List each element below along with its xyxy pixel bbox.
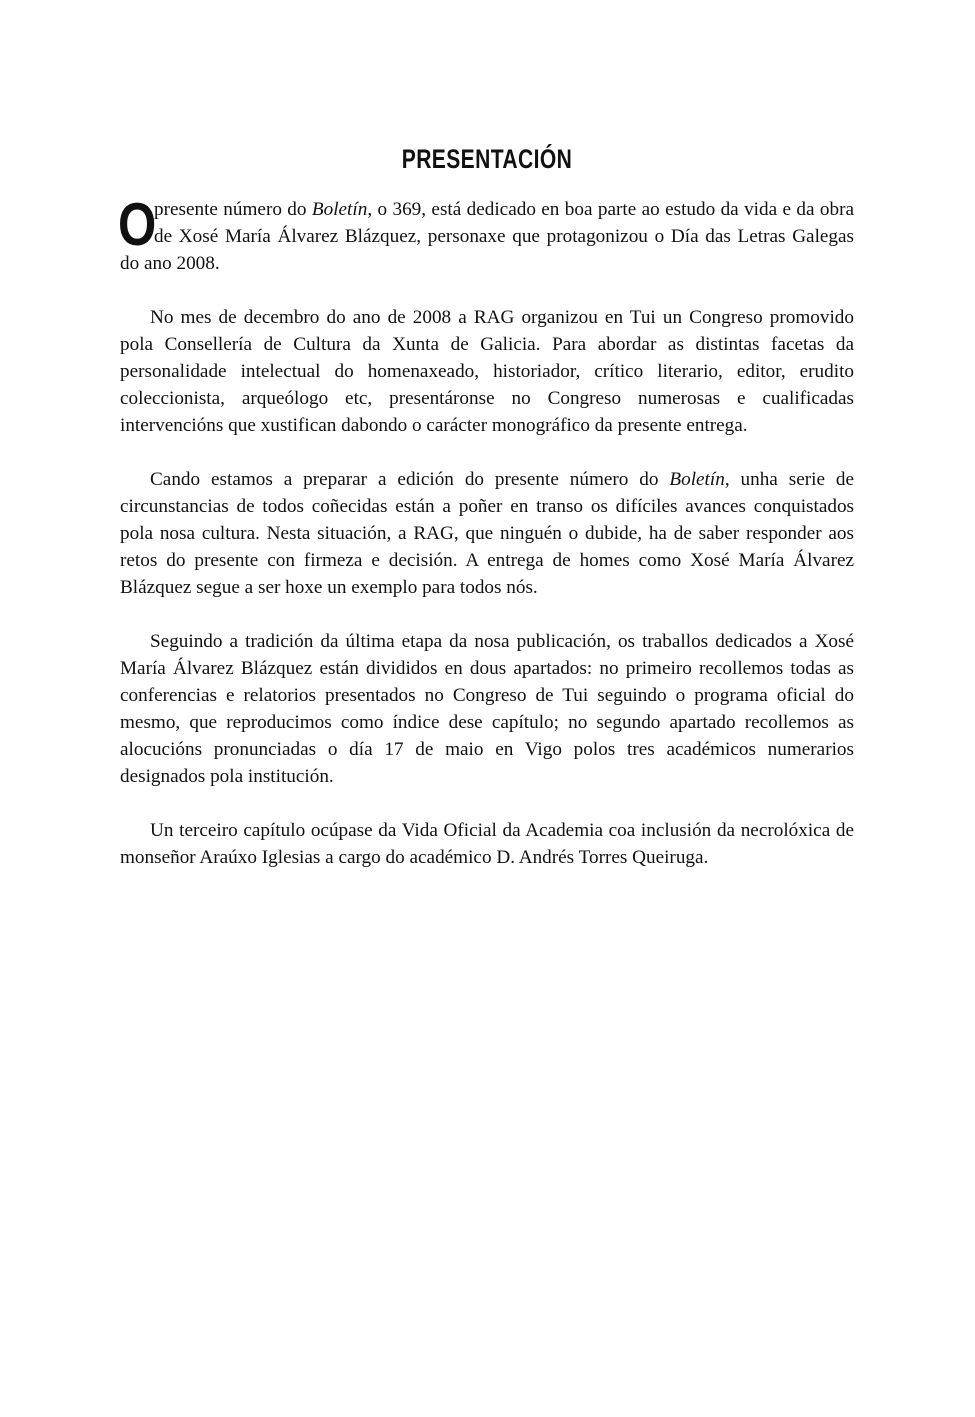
paragraph-text: No mes de decembro do ano de 2008 a RAG organizou en Tui un Congreso promovido pola Consellería de Cultura da Xunta de Galicia. Para abordar as distintas facetas da personalidade intelectual do homenaxeado, historiador, crítico literario, editor, erudito coleccionista, arqueólogo etc, presentáronse no Congreso numerosas e cualificadas intervencións que xustifican dabondo o carácter monográfico da presente entrega. [120, 307, 854, 436]
paragraph-text: Cando estamos a preparar a edición do presente número do [150, 469, 670, 490]
paragraph-text: Un terceiro capítulo ocúpase da Vida Oficial da Academia coa inclusión da necrolóxica de monseñor Araúxo Iglesias a cargo do académico D. Andrés Torres Queiruga. [120, 820, 854, 868]
paragraph-1 [118, 191, 854, 277]
paragraph-text: , unha serie de circunstancias de todos coñecidas están a poñer en transo os difíciles avances conquistados pola nosa cultura. Nesta situación, a RAG, que ninguén o dubide, ha de saber responder aos retos do presente con firmeza e decisión. A entrega de homes como Xosé María Álvarez Blázquez segue a ser hoxe un exemplo para todos nós. [120, 469, 854, 598]
paragraph-text: , o 369, está dedicado en boa parte ao estudo da vida e da obra de Xosé María Álvarez Blázquez, personaxe que protagonizou o Día das Letras Galegas do ano 2008. [120, 199, 854, 274]
italic-title: Boletín [311, 199, 368, 220]
page-title: PRESENTACIÓN [401, 144, 573, 174]
drop-cap: O [118, 191, 157, 258]
paragraph-2 [120, 304, 854, 439]
paragraph-4 [120, 628, 854, 790]
paragraph-5 [120, 817, 854, 871]
document-page [120, 140, 854, 898]
paragraph-text: presente número do [154, 199, 312, 220]
paragraph-text: Seguindo a tradición da última etapa da nosa publicación, os traballos dedicados a Xosé María Álvarez Blázquez están divididos en dous apartados: no primeiro recollemos todas as conferencias e relatorios presentados no Congreso de Tui seguindo o programa oficial do mesmo, que reproducimos como índice dese capítulo; no segundo apartado recollemos as alocucións pronunciadas o día 17 de maio en Vigo polos tres académicos numerarios designados pola institución. [120, 631, 854, 787]
italic-title: Boletín [669, 469, 725, 490]
paragraph-3 [120, 466, 854, 601]
